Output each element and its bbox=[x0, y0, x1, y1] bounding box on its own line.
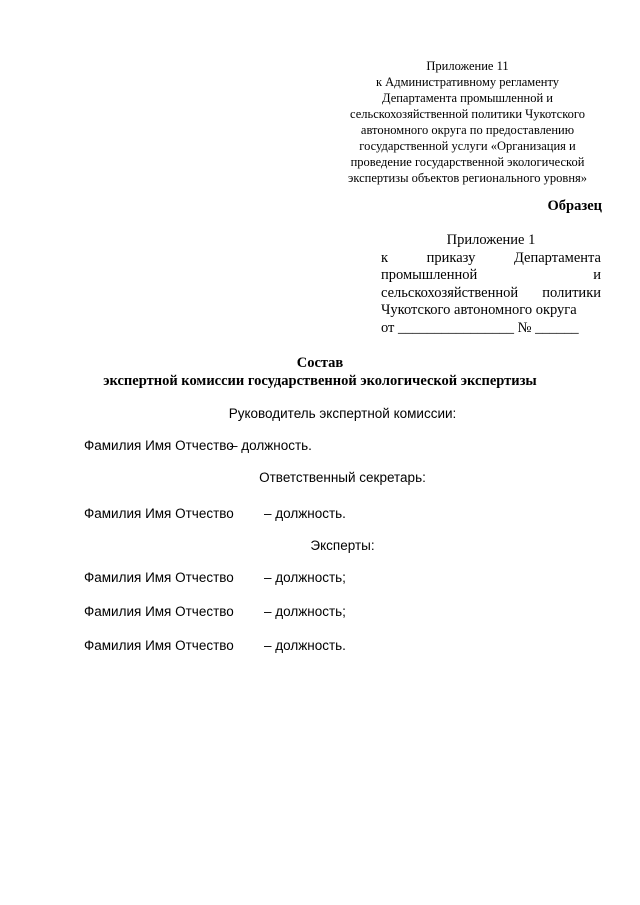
order-word: политики bbox=[542, 284, 601, 301]
order-line: Чукотского автономного округа bbox=[381, 302, 577, 318]
member-position: – должность. bbox=[230, 438, 312, 453]
member-line-expert bbox=[84, 638, 346, 653]
order-word: промышленной bbox=[381, 267, 478, 283]
appendix-header-line: экспертизы объектов регионального уровня» bbox=[347, 171, 588, 185]
member-name: Фамилия Имя Отчество bbox=[84, 570, 234, 585]
document-title-line: экспертной комиссии государственной экологической экспертизы bbox=[103, 373, 537, 389]
order-date-number-line: от ________________ № ______ bbox=[381, 319, 579, 336]
order-word: сельскохозяйственной bbox=[381, 284, 519, 301]
member-line-expert bbox=[84, 570, 346, 585]
order-word: Департамента bbox=[513, 249, 601, 266]
member-position: – должность. bbox=[264, 506, 346, 521]
order-line bbox=[381, 267, 601, 285]
section-heading-experts: Эксперты: bbox=[310, 538, 375, 553]
appendix-header-line: к Административному регламенту bbox=[375, 75, 559, 89]
appendix-header-line: сельскохозяйственной политики Чукотского bbox=[350, 107, 585, 121]
document-title bbox=[0, 354, 640, 390]
order-word: к bbox=[381, 249, 389, 266]
member-name: Фамилия Имя Отчество bbox=[84, 438, 234, 453]
member-name: Фамилия Имя Отчество bbox=[84, 638, 234, 653]
document-title-line: Состав bbox=[296, 355, 344, 371]
order-word: приказу bbox=[426, 249, 476, 266]
member-line-expert bbox=[84, 604, 346, 619]
order-reference-block bbox=[381, 232, 601, 337]
order-title: Приложение 1 bbox=[446, 232, 536, 248]
member-name: Фамилия Имя Отчество bbox=[84, 506, 234, 521]
member-line-secretary bbox=[84, 506, 346, 521]
appendix-header-line: автономного округа по предоставлению bbox=[360, 123, 575, 137]
order-line bbox=[381, 250, 601, 268]
member-line-head bbox=[84, 438, 312, 453]
member-position: – должность; bbox=[264, 604, 346, 619]
appendix-header-line: проведение государственной экологической bbox=[350, 155, 585, 169]
appendix-header-line: государственной услуги «Организация и bbox=[359, 139, 576, 153]
member-position: – должность. bbox=[264, 638, 346, 653]
section-heading-head: Руководитель экспертной комиссии: bbox=[228, 406, 457, 421]
appendix-header-line: Приложение 11 bbox=[426, 59, 509, 73]
member-name: Фамилия Имя Отчество bbox=[84, 604, 234, 619]
member-position: – должность; bbox=[264, 570, 346, 585]
order-word: и bbox=[593, 267, 601, 283]
appendix-header-line: Департамента промышленной и bbox=[382, 91, 553, 105]
order-line bbox=[381, 285, 601, 303]
sample-label: Образец bbox=[547, 198, 602, 214]
appendix-header bbox=[330, 58, 605, 186]
section-heading-secretary: Ответственный секретарь: bbox=[259, 470, 426, 485]
